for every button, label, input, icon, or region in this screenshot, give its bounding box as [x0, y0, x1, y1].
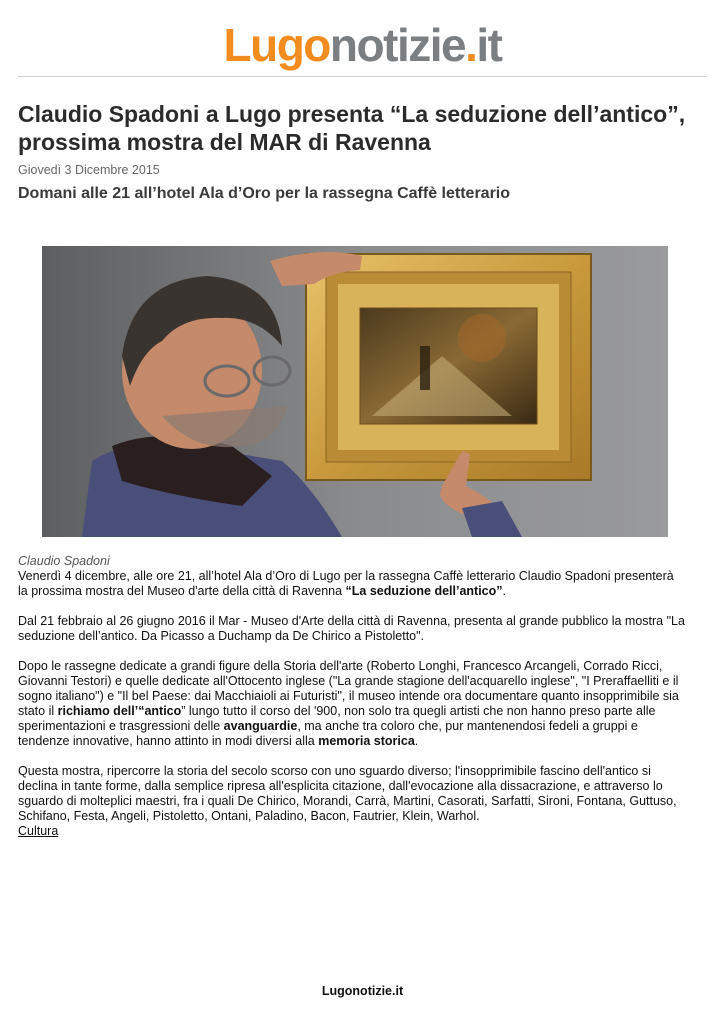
paragraph-3 — [18, 659, 686, 749]
logo-part-dot: . — [465, 19, 477, 71]
p3-a: Dopo le rassegne dedicate a grandi figure della Storia dell'arte (Roberto Longhi, Francesco Arcangeli, Corrado Ricci, Giovanni Testori) e quelle dedicate all'Ottocento inglese ("La grande stagione dell'acquarello inglese", "I Preraffaelliti e il sogno italiano") e "Il bel Paese: dai Macchiaioli ai Futuristi", il museo intende ora documentare quanto insopprimibile sia stato il — [18, 659, 679, 718]
logo-part-it: it — [476, 19, 502, 71]
category-link[interactable]: Cultura — [18, 824, 59, 838]
image-caption: Claudio Spadoni — [18, 554, 110, 568]
header-divider — [18, 76, 707, 77]
paragraph-1 — [18, 569, 686, 599]
p3-bold-2: avanguardie — [223, 719, 298, 733]
paragraph-2: Dal 21 febbraio al 26 giugno 2016 il Mar - Museo d'Arte della città di Ravenna, presenta al grande pubblico la mostra "La seduzione dell’antico. Da Picasso a Duchamp da De Chirico a Pistoletto". — [18, 614, 685, 643]
p1-end: . — [502, 584, 507, 598]
paragraph-4: Questa mostra, ripercorre la storia del secolo scorso con uno sguardo diverso; l'insopprimibile fascino dell'antico si declina in tante forme, dalla semplice ripresa all'esplicita citazione, dall'evocazione alla dissacrazione, e attraverso lo sguardo di molteplici maestri, fra i quali De Chirico, Morandi, Carrà, Martini, Casorati, Sarfatti, Sironi, Fontana, Guttuso, Schifano, Festa, Angeli, Pistoletto, Ontani, Paladino, Bacon, Fautrier, Klein, Warhol. — [18, 764, 677, 823]
article-body — [18, 569, 686, 839]
p1-bold: “La seduzione dell’antico” — [345, 584, 503, 598]
p3-c: ” lungo tutto il corso del '900, non solo tra quegli artisti che non hanno preso parte alle sperimentazioni e trasgressioni delle — [18, 704, 656, 733]
article-photo — [42, 246, 668, 537]
article-date: Giovedì 3 Dicembre 2015 — [18, 163, 160, 177]
site-logo[interactable] — [0, 14, 725, 76]
p3-bold-1: richiamo dell’“antico — [57, 704, 182, 718]
p3-bold-3: memoria storica — [318, 734, 415, 748]
footer-site-name: Lugonotizie.it — [321, 984, 404, 998]
logo-part-notizie: notizie — [329, 19, 466, 71]
p1-text: Venerdì 4 dicembre, alle ore 21, all’hotel Ala d’Oro di Lugo per la rassegna Caffè letterario Claudio Spadoni presenterà la prossima mostra del Museo d'arte della città di Ravenna — [18, 569, 674, 598]
p3-d: , ma anche tra coloro che, pur mantenendosi fedeli a gruppi e tendenze innovative, hanno attinto in modi diversi alla — [18, 719, 638, 748]
logo-part-lugo: Lugo — [223, 19, 330, 71]
article-subtitle: Domani alle 21 all’hotel Ala d’Oro per la rassegna Caffè letterario — [18, 185, 511, 202]
p3-e: . — [414, 734, 419, 748]
article-title: Claudio Spadoni a Lugo presenta “La seduzione dell’antico”, prossima mostra del MAR di Ravenna — [18, 101, 686, 155]
